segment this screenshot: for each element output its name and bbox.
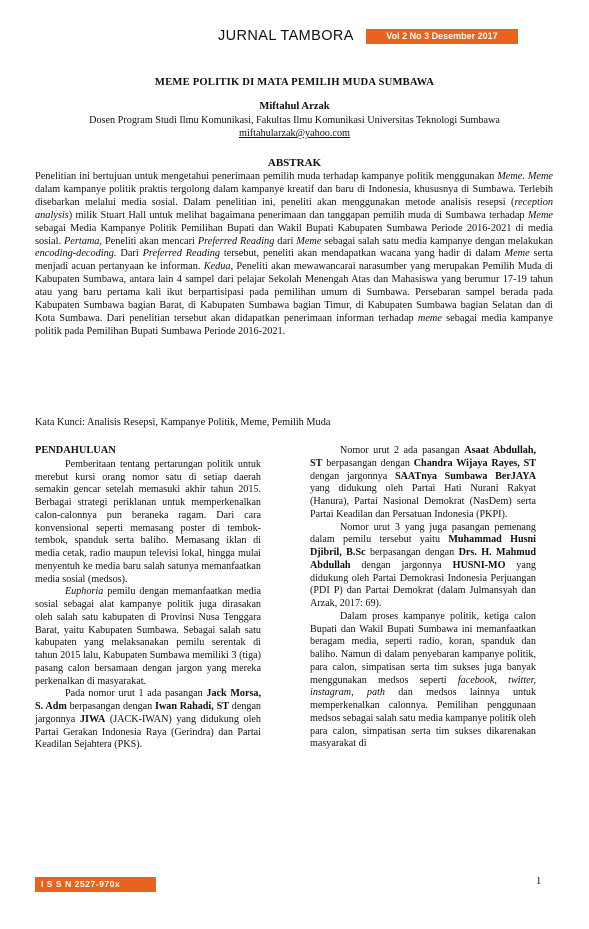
paragraph: Euphoria pemilu dengan memanfaatkan media sosial sebagai alat kampanye politik juga dirasakan oleh salah satu kabupaten di Provinsi Nusa Tenggara Barat, yaitu Kabupaten Sumbawa. Sebagai salah satu kabupaten yang melaksanakan pemilu serentak di tahun 2015 lalu, Kabupaten Sumbawa memiliki 3 (tiga) pasang calon bersamaan dengan jargon yang mereka perkenalkan di masyarakat. bbox=[35, 586, 261, 687]
journal-name: JURNAL TAMBORA bbox=[218, 28, 354, 44]
author-email[interactable]: miftahularzak@yahoo.com bbox=[239, 128, 350, 139]
page-number: 1 bbox=[536, 876, 542, 887]
abstract-heading: ABSTRAK bbox=[267, 157, 322, 169]
keywords: Kata Kunci: Analisis Resepsi, Kampanye Politik, Meme, Pemilih Muda bbox=[35, 417, 331, 428]
right-column bbox=[310, 445, 536, 751]
section-heading: PENDAHULUAN bbox=[35, 445, 116, 456]
paragraph: Pada nomor urut 1 ada pasangan Jack Morsa, S. Adm berpasangan dengan Iwan Rahadi, ST dengan jargonnya JIWA (JACK-IWAN) yang didukung oleh Partai Gerakan Indonesia Raya (Gerindra) dan Partai Keadilan Sejahtera (PKS). bbox=[35, 688, 261, 751]
paragraph: Dalam proses kampanye politik, ketiga calon Bupati dan Wakil Bupati Sumbawa ini memanfaatkan beragam media, seperti radio, koran, spanduk dan baliho. Namun di dalam penyebaran kampanye politik, para calon, simpatisan serta tim sukses juga banyak menggunakan medsos seperti facebook, twitter, instagram, path dan medsos lainnya untuk memperkenalkan calonnya. Pemilihan penggunaan medsos sebagai salah satu media kampanye politik oleh para calon, simpatisan serta tim sukses dikarenakan masyarakat di bbox=[310, 610, 537, 750]
paper-title: MEME POLITIK DI MATA PEMILIH MUDA SUMBAWA bbox=[154, 77, 435, 88]
issn-badge: I S S N 2527-970x bbox=[35, 877, 156, 892]
volume-badge: Vol 2 No 3 Desember 2017 bbox=[366, 29, 518, 44]
author-name: Miftahul Arzak bbox=[259, 101, 330, 112]
paragraph: Nomor urut 3 yang juga pasangan pemenang dalam pemilu tersebut yaitu Muhammad Husni Djibril, B.Sc berpasangan dengan Drs. H. Mahmud Abdullah dengan jargonnya HUSNI-MO yang didukung oleh Partai Demokrasi Indonesia Perjuangan (PDI P) dan Partai Demokrat (dalam Julmansyah dan Arzak, 2017: 69). bbox=[310, 521, 536, 609]
paragraph: Nomor urut 2 ada pasangan Asaat Abdullah, ST berpasangan dengan Chandra Wijaya Rayes, ST dengan jargonnya SAATnya Sumbawa BerJAYA yang didukung oleh Partai Hati Nurani Rakyat (Hanura), Partai Nasional Demokrat (NasDem) serta Partai Keadilan dan Persatuan Indonesia (PKPI). bbox=[310, 445, 537, 520]
left-column bbox=[35, 445, 261, 752]
author-affiliation: Dosen Program Studi Ilmu Komunikasi, Fakultas Ilmu Komunikasi Universitas Teknologi Sumbawa bbox=[89, 115, 500, 126]
author-email-line bbox=[0, 128, 589, 139]
paragraph: Pemberitaan tentang pertarungan politik untuk merebut kursi orang nomor satu di setiap daerah semakin gencar setelah memasuki akhir tahun 2015. Berbagai strategi periklanan untuk memperkenalkan calon-calonnya pun beraneka ragam. Dari cara konvensional seperti memasang poster di tembok-tembok, spanduk serta baliho. Memasang iklan di media cetak, radio maupun televisi lokal, hingga mulai menyentuh ke media baru salah satunya memanfaatkan media sosial (medsos). bbox=[35, 458, 261, 585]
abstract-body: Penelitian ini bertujuan untuk mengetahui penerimaan pemilih muda terhadap kampanye politik menggunakan Meme. Meme dalam kampanye politik praktis tergolong dalam kampanye kreatif dan baru di Indonesia, khususnya di Sumbawa. Terlebih disebarkan melalui media sosial. Dalam penelitian ini, peneliti akan menggunakan metode analisis resepsi (reception analysis) milik Stuart Hall untuk melihat bagaimana penerimaan dan tanggapan pemilih muda di Sumbawa terhadap Meme sebagai Media Kampanye Politik Pemilihan Bupati dan Wakil Bupati Kabupaten Sumbawa Periode 2016-2021 di media sosial. Pertama, Peneliti akan mencari Preferred Reading dari Meme sebagai salah satu media kampanye dengan melakukan encoding-decoding. Dari Preferred Reading tersebut, peneliti akan mendapatkan wacana yang hadir di dalam Meme serta menjadi acuan pertanyaan ke informan. Kedua, Peneliti akan mewawancarai narasumber yang merupakan Pemilih Muda di Kabupaten Sumbawa, antara lain 4 sampel dari pelajar Sekolah Menengah Atas dan Mahasiswa yang berumur 17-19 tahun atau yang baru pertama kali ikut berpartisipasi pada pemilihan umum di Sumbawa. Persebaran sampel berada pada Kabupaten Sumbawa bagian Barat, di Kabupaten Sumbawa bagian Timur, di Kabupaten Sumbawa bagian Selatan dan di Kota Sumbawa. Dari penelitian tersebut akan didapatkan penerimaan informan terhadap meme sebagai media kampanye politik pada Pemilihan Bupati Sumbawa Periode 2016-2021. bbox=[35, 171, 553, 337]
